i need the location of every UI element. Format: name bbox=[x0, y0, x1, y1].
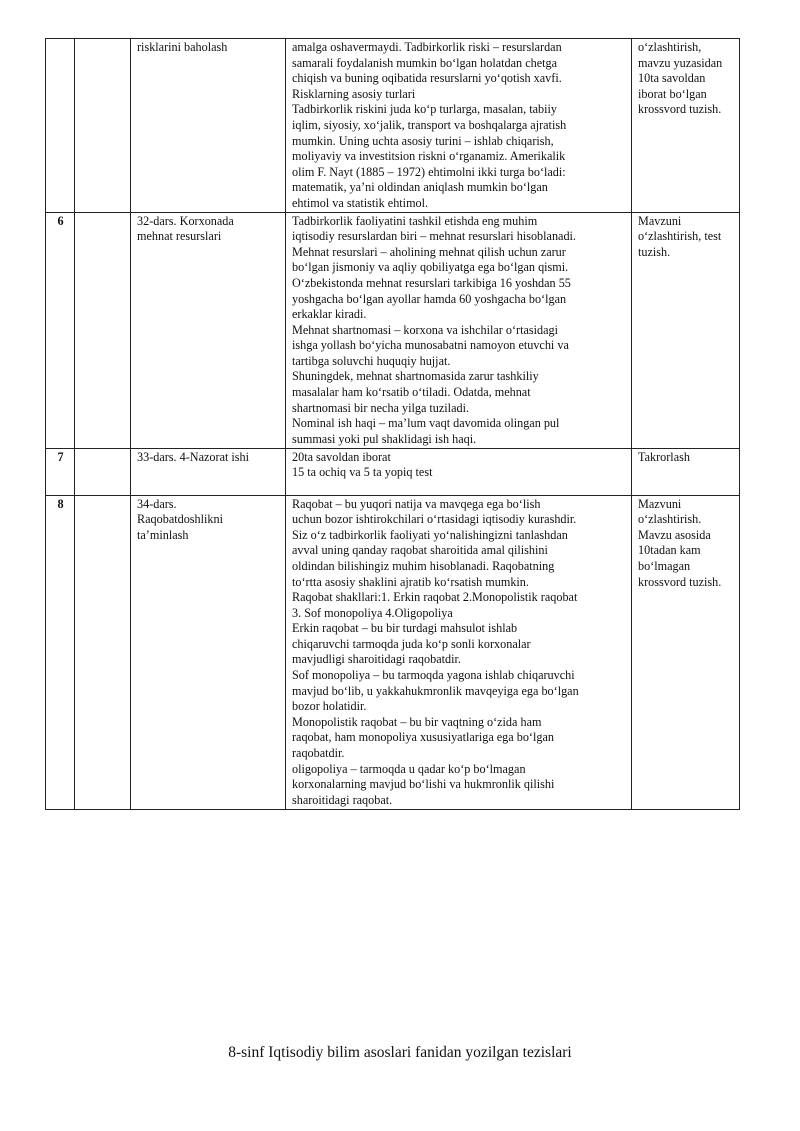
content-line: mavjudligi sharoitidagi raqobatdir. bbox=[292, 652, 461, 667]
content-line: iqlim, siyosiy, xo‘jalik, transport va boshqalarga ajratish bbox=[292, 117, 567, 132]
content-line: Monopolistik raqobat – bu bir vaqtning o‘zida ham bbox=[292, 714, 542, 729]
content-line: Mehnat shartnomasi – korxona va ishchilar o‘rtasidagi bbox=[292, 322, 559, 337]
content-line: moliyaviy va investitsion riskni o‘rganamiz. Amerikalik bbox=[292, 149, 566, 164]
content-line: amalga oshavermaydi. Tadbirkorlik riski – resurslardan bbox=[292, 40, 562, 54]
empty-cell bbox=[75, 39, 131, 213]
content-line: oldindan bilishingiz muhim hisoblanadi. Raqobatning bbox=[292, 558, 555, 573]
lesson-plan-table bbox=[45, 38, 740, 810]
lesson-number: 8 bbox=[46, 495, 75, 809]
empty-cell bbox=[75, 495, 131, 809]
content-line: 15 ta ochiq va 5 ta yopiq test bbox=[292, 465, 433, 480]
content-line: mavjud bo‘lib, u yakkahukmronlik mavqeyiga ega bo‘lgan bbox=[292, 683, 579, 698]
content-line: korxonalarning mavjud bo‘lishi va hukmronlik qilishi bbox=[292, 777, 555, 792]
table-row bbox=[46, 495, 740, 809]
page-footer: 8-sinf Iqtisodiy bilim asoslari fanidan yozilgan tezislari bbox=[228, 1044, 572, 1061]
content-line: avval uning qanday raqobat sharoitida amal qilishini bbox=[292, 543, 548, 558]
content-line: Erkin raqobat – bu bir turdagi mahsulot ishlab bbox=[292, 621, 518, 636]
content-line: 20ta savoldan iborat bbox=[292, 449, 391, 464]
lesson-task: Takrorlash bbox=[632, 448, 740, 495]
lesson-number bbox=[46, 39, 75, 213]
content-line: yoshgacha bo‘lgan ayollar hamda 60 yoshgacha bo‘lgan bbox=[292, 291, 567, 306]
content-line: ehtimol va statistik ehtimol. bbox=[292, 195, 429, 210]
content-line: Mehnat resurslari – aholining mehnat qilish uchun zarur bbox=[292, 244, 566, 259]
content-line: sharoitidagi raqobat. bbox=[292, 792, 393, 807]
table-row bbox=[46, 39, 740, 213]
content-line: olim F. Nayt (1885 – 1972) ehtimolni ikki turga bo‘ladi: bbox=[292, 164, 566, 179]
content-line: tartibga soluvchi huquqiy hujjat. bbox=[292, 353, 451, 368]
content-line: to‘rtta asosiy shaklini ajratib ko‘rsatish mumkin. bbox=[292, 574, 529, 589]
content-line: ishga yollash bo‘yicha munosabatni namoyon etuvchi va bbox=[292, 338, 569, 353]
content-line: Tadbirkorlik faoliyatini tashkil etishda eng muhim bbox=[292, 213, 538, 228]
content-line: matematik, ya’ni oldindan aniqlash mumkin bo‘lgan bbox=[292, 180, 548, 195]
content-line: summasi yoki pul shaklidagi ish haqi. bbox=[292, 431, 477, 446]
table-row bbox=[46, 212, 740, 448]
empty-cell bbox=[75, 212, 131, 448]
table-row bbox=[46, 448, 740, 495]
content-line: Tadbirkorlik riskini juda ko‘p turlarga, masalan, tabiiy bbox=[292, 102, 557, 117]
content-line: iqtisodiy resurslardan biri – mehnat resurslari hisoblanadi. bbox=[292, 229, 576, 244]
content-line: samarali foydalanish mumkin bo‘lgan holatdan chetga bbox=[292, 55, 558, 70]
content-line: raqobat, ham monopoliya xususiyatlariga ega bo‘lgan bbox=[292, 730, 554, 745]
content-line: chiqish va buning oqibatida resurslarni yo‘qotish xavfi. bbox=[292, 71, 562, 86]
content-line: shartnomasi bir necha yilga tuziladi. bbox=[292, 400, 470, 415]
content-line: bozor holatidir. bbox=[292, 699, 367, 714]
lesson-content bbox=[286, 212, 632, 448]
lesson-task: o‘zlashtirish, mavzu yuzasidan 10ta savoldan iborat bo‘lgan krossvord tuzish. bbox=[632, 39, 740, 213]
content-line: O‘zbekistonda mehnat resurslari tarkibiga 16 yoshdan 55 bbox=[292, 275, 571, 290]
lesson-topic: 34-dars. Raqobatdoshlikni ta’minlash bbox=[131, 495, 286, 809]
lesson-task: Mazvuni o‘zlashtirish. Mavzu asosida 10tadan kam bo‘lmagan krossvord tuzish. bbox=[632, 495, 740, 809]
content-line: Risklarning asosiy turlari bbox=[292, 86, 416, 101]
lesson-number: 7 bbox=[46, 448, 75, 495]
content-line: oligopoliya – tarmoqda u qadar ko‘p bo‘lmagan bbox=[292, 761, 526, 776]
content-line: masalalar ham ko‘rsatib o‘tiladi. Odatda, mehnat bbox=[292, 385, 531, 400]
lesson-content bbox=[286, 448, 632, 495]
lesson-task: Mavzuni o‘zlashtirish, test tuzish. bbox=[632, 212, 740, 448]
content-line: Siz o‘z tadbirkorlik faoliyati yo‘nalishingizni tanlashdan bbox=[292, 527, 568, 542]
content-line: chiqaruvchi tarmoqda juda ko‘p sonli korxonalar bbox=[292, 636, 531, 651]
content-line: Shuningdek, mehnat shartnomasida zarur tashkiliy bbox=[292, 369, 539, 384]
content-line: bo‘lgan jismoniy va aqliy qobiliyatga ega bo‘lgan qismi. bbox=[292, 260, 569, 275]
lesson-number: 6 bbox=[46, 212, 75, 448]
lesson-topic: risklarini baholash bbox=[131, 39, 286, 213]
lesson-topic: 33-dars. 4-Nazorat ishi bbox=[131, 448, 286, 495]
lesson-content bbox=[286, 39, 632, 213]
content-line: Nominal ish haqi – ma’lum vaqt davomida olingan pul bbox=[292, 416, 560, 431]
content-line: 3. Sof monopoliya 4.Oligopoliya bbox=[292, 605, 453, 620]
content-line: mumkin. Uning uchta asosiy turini – ishlab chiqarish, bbox=[292, 133, 554, 148]
content-line: Raqobat – bu yuqori natija va mavqega ega bo‘lish bbox=[292, 496, 541, 511]
lesson-content bbox=[286, 495, 632, 809]
empty-cell bbox=[75, 448, 131, 495]
lesson-topic: 32-dars. Korxonada mehnat resurslari bbox=[131, 212, 286, 448]
content-line: uchun bozor ishtirokchilari o‘rtasidagi iqtisodiy kurashdir. bbox=[292, 512, 577, 527]
content-line: raqobatdir. bbox=[292, 746, 345, 761]
content-line: Sof monopoliya – bu tarmoqda yagona ishlab chiqaruvchi bbox=[292, 668, 575, 683]
content-line: erkaklar kiradi. bbox=[292, 307, 367, 322]
lesson-plan-body bbox=[46, 39, 740, 810]
content-line: Raqobat shakllari:1. Erkin raqobat 2.Monopolistik raqobat bbox=[292, 590, 578, 605]
